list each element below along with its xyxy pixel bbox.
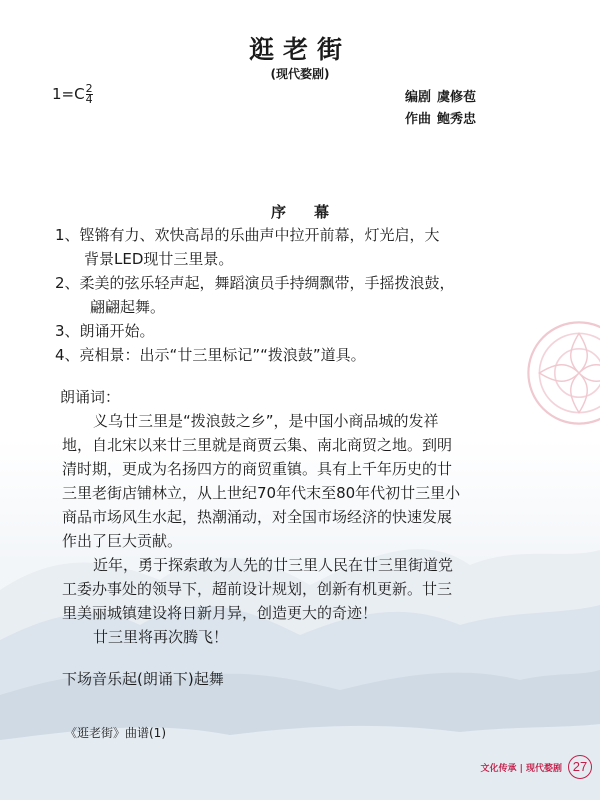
prologue-item-3: 3、朗诵开始。	[55, 322, 155, 340]
time-signature	[86, 84, 93, 105]
key-signature	[52, 84, 93, 105]
credit-composer	[405, 108, 476, 127]
prologue-heading-right: 幕	[314, 203, 330, 221]
credit-name: 鲍秀忠	[437, 112, 477, 127]
prologue-item-1-line-2: 背景LED现廿三里景。	[84, 250, 234, 268]
section-label: 文化传承 | 现代婺剧	[480, 763, 562, 774]
prologue-item-2-line-2: 翩翩起舞。	[90, 298, 166, 316]
prologue-item-2-line-1: 2、柔美的弦乐轻声起，舞蹈演员手持绸飘带，手摇拨浪鼓，	[55, 274, 455, 292]
recitation-p2-line-1: 近年，勇于探索敢为人先的廿三里人民在廿三里街道党	[93, 556, 454, 574]
recitation-p1-line-6: 作出了巨大贡献。	[62, 532, 183, 550]
page-subtitle: (现代婺剧)	[270, 67, 330, 81]
prologue-item-4: 4、亮相景：出示“廿三里标记”“拨浪鼓”道具。	[55, 346, 366, 364]
prologue-heading-left: 序	[270, 203, 286, 221]
credit-role: 编剧	[405, 90, 432, 105]
recitation-p1-line-1: 义乌廿三里是“拨浪鼓之乡”，是中国小商品城的发祥	[93, 412, 439, 430]
recitation-p1-line-4: 三里老街店铺林立，从上世纪70年代末至80年代初廿三里小	[62, 484, 461, 502]
page-title: 逛老街	[248, 35, 351, 64]
page-number: 27	[568, 755, 592, 779]
recitation-p1-line-5: 商品市场风生水起，热潮涌动，对全国市场经济的快速发展	[62, 508, 453, 526]
credit-name: 虞修苞	[437, 90, 477, 105]
recitation-heading: 朗诵词：	[60, 388, 121, 406]
page-badge	[480, 755, 592, 779]
time-numerator: 2	[85, 82, 93, 95]
time-denominator: 4	[85, 93, 93, 106]
prologue-heading	[0, 201, 600, 222]
recitation-p2-line-2: 工委办事处的领导下，超前设计规划，创新有机更新。廿三	[62, 580, 453, 598]
recitation-p1-line-2: 地，自北宋以来廿三里就是商贾云集、南北商贸之地。到明	[62, 436, 453, 454]
closing-stage-direction: 下场音乐起(朗诵下)起舞	[62, 670, 224, 688]
key-prefix: 1=C	[52, 85, 85, 103]
recitation-p1-line-3: 清时期，更成为名扬四方的商贸重镇。具有上千年历史的廿	[62, 460, 453, 478]
score-caption: 《逛老街》曲谱(1)	[65, 726, 166, 740]
recitation-p3-line-1: 廿三里将再次腾飞！	[93, 628, 229, 646]
recitation-p2-line-3: 里美丽城镇建设将日新月异，创造更大的奇迹！	[62, 604, 378, 622]
prologue-item-1-line-1: 1、铿锵有力、欢快高昂的乐曲声中拉开前幕，灯光启，大	[55, 226, 440, 244]
credit-playwright	[405, 86, 476, 105]
lotus-ornament-icon	[524, 318, 600, 428]
credit-role: 作曲	[405, 112, 432, 127]
